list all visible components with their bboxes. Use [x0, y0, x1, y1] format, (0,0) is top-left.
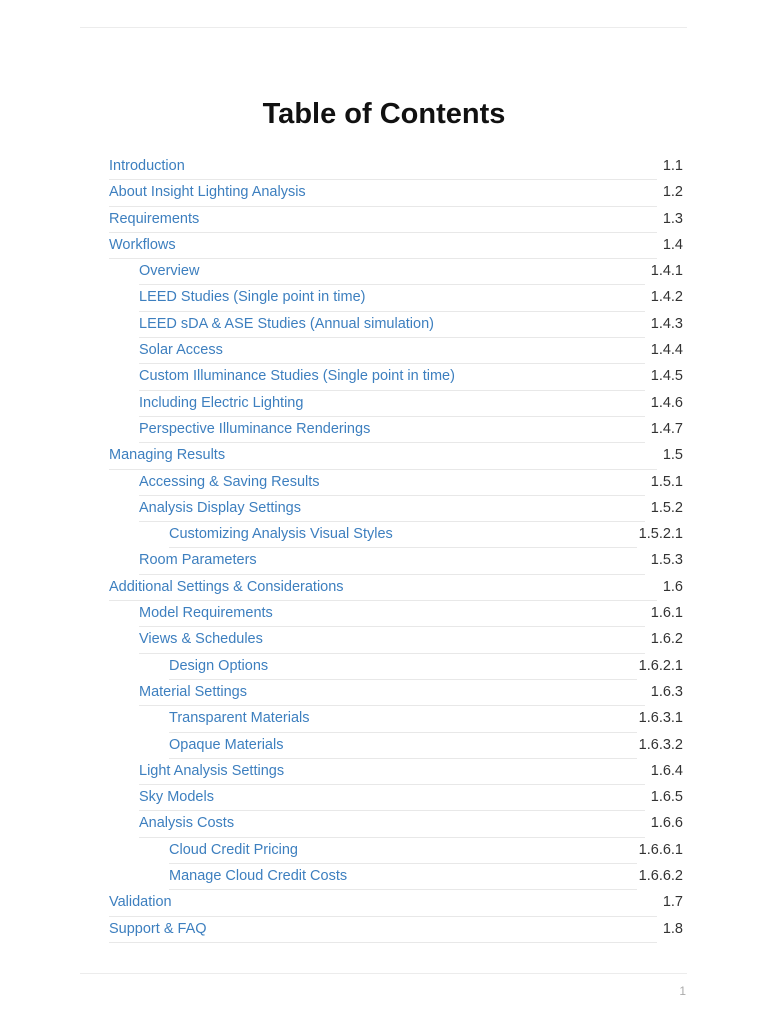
- toc-entry-link[interactable]: Design Options: [169, 657, 269, 674]
- toc-entry-number: 1.7: [662, 894, 683, 911]
- toc-entry-number: 1.5.2: [650, 499, 683, 516]
- toc-entry-number: 1.4.2: [650, 289, 683, 306]
- toc-entry: [109, 496, 683, 522]
- toc-entry-link[interactable]: Accessing & Saving Results: [139, 473, 320, 490]
- toc-entry-number: 1.4.1: [650, 263, 683, 280]
- toc-entry: [109, 364, 683, 390]
- toc-entry-number: 1.8: [662, 920, 683, 937]
- toc-entry-link[interactable]: LEED Studies (Single point in time): [139, 289, 366, 306]
- toc-entry-link[interactable]: Analysis Display Settings: [139, 499, 301, 516]
- toc-entry-link[interactable]: Perspective Illuminance Renderings: [139, 420, 371, 437]
- table-of-contents: [109, 154, 683, 943]
- toc-entry-number: 1.6.3: [650, 683, 683, 700]
- toc-entry-link[interactable]: Support & FAQ: [109, 920, 207, 937]
- toc-entry-number: 1.6.4: [650, 762, 683, 779]
- toc-entry: [109, 417, 683, 443]
- toc-entry-number: 1.5: [662, 447, 683, 464]
- toc-entry-number: 1.6.1: [650, 605, 683, 622]
- toc-entry-link[interactable]: Introduction: [109, 158, 185, 174]
- toc-entry: [109, 443, 683, 469]
- toc-entry-link[interactable]: Overview: [139, 263, 200, 280]
- toc-entry: [109, 180, 683, 206]
- toc-entry-link[interactable]: Validation: [109, 894, 172, 911]
- toc-entry-link[interactable]: Including Electric Lighting: [139, 394, 304, 411]
- toc-entry-number: 1.2: [662, 184, 683, 201]
- toc-entry-number: 1.6.2: [650, 631, 683, 648]
- toc-entry: [109, 575, 683, 601]
- toc-entry: [109, 654, 683, 680]
- toc-entry: [109, 759, 683, 785]
- toc-entry-link[interactable]: Customizing Analysis Visual Styles: [169, 526, 393, 543]
- page-number: 1: [679, 984, 686, 998]
- toc-entry: [109, 285, 683, 311]
- toc-entry-number: 1.6.5: [650, 789, 683, 806]
- toc-entry-link[interactable]: Transparent Materials: [169, 710, 310, 727]
- toc-entry-number: 1.6.6.1: [638, 841, 683, 858]
- toc-entry-link[interactable]: Requirements: [109, 210, 200, 227]
- toc-entry: [109, 338, 683, 364]
- toc-entry-number: 1.6.2.1: [638, 657, 683, 674]
- toc-entry-link[interactable]: Model Requirements: [139, 605, 273, 622]
- toc-entry: [109, 706, 683, 732]
- toc-entry-underline: [109, 942, 657, 943]
- toc-entry: [109, 259, 683, 285]
- toc-entry-link[interactable]: Managing Results: [109, 447, 226, 464]
- toc-entry-number: 1.4.5: [650, 368, 683, 385]
- toc-entry-link[interactable]: Solar Access: [139, 342, 223, 359]
- toc-entry-number: 1.6.3.2: [638, 736, 683, 753]
- toc-entry-number: 1.5.3: [650, 552, 683, 569]
- toc-entry-link[interactable]: Views & Schedules: [139, 631, 263, 648]
- toc-entry: [109, 154, 683, 180]
- toc-entry: [109, 391, 683, 417]
- toc-entry-number: 1.5.2.1: [638, 526, 683, 543]
- top-divider: [80, 27, 687, 28]
- toc-entry: [109, 811, 683, 837]
- toc-entry-number: 1.1: [662, 158, 683, 174]
- toc-entry: [109, 548, 683, 574]
- toc-entry-number: 1.4.7: [650, 420, 683, 437]
- toc-entry-number: 1.3: [662, 210, 683, 227]
- toc-entry: [109, 470, 683, 496]
- toc-entry: [109, 207, 683, 233]
- toc-entry: [109, 312, 683, 338]
- toc-entry: [109, 522, 683, 548]
- toc-entry: [109, 680, 683, 706]
- toc-entry: [109, 627, 683, 653]
- toc-entry-link[interactable]: Cloud Credit Pricing: [169, 841, 298, 858]
- toc-entry-link[interactable]: Workflows: [109, 236, 176, 253]
- toc-entry: [109, 838, 683, 864]
- toc-entry: [109, 733, 683, 759]
- page-title: Table of Contents: [262, 98, 506, 130]
- toc-entry-number: 1.6.6.2: [638, 868, 683, 885]
- toc-entry-number: 1.4: [662, 236, 683, 253]
- toc-entry-link[interactable]: Light Analysis Settings: [139, 762, 285, 779]
- toc-entry-link[interactable]: Manage Cloud Credit Costs: [169, 868, 348, 885]
- toc-entry-link[interactable]: About Insight Lighting Analysis: [109, 184, 306, 201]
- toc-entry-number: 1.6.3.1: [638, 710, 683, 727]
- toc-entry: [109, 601, 683, 627]
- bottom-divider: [80, 973, 687, 974]
- toc-entry-link[interactable]: Sky Models: [139, 789, 214, 806]
- toc-entry: [109, 233, 683, 259]
- toc-entry-link[interactable]: LEED sDA & ASE Studies (Annual simulation): [139, 315, 434, 332]
- toc-entry-link[interactable]: Custom Illuminance Studies (Single point in time): [139, 368, 455, 385]
- toc-entry-link[interactable]: Room Parameters: [139, 552, 257, 569]
- toc-entry-link[interactable]: Analysis Costs: [139, 815, 235, 832]
- toc-entry-link[interactable]: Opaque Materials: [169, 736, 284, 753]
- toc-entry: [109, 864, 683, 890]
- toc-entry-number: 1.6: [662, 578, 683, 595]
- toc-entry-number: 1.6.6: [650, 815, 683, 832]
- toc-entry: [109, 890, 683, 916]
- toc-entry-number: 1.4.4: [650, 342, 683, 359]
- toc-entry-link[interactable]: Material Settings: [139, 683, 247, 700]
- toc-entry-number: 1.4.3: [650, 315, 683, 332]
- toc-entry-link[interactable]: Additional Settings & Considerations: [109, 578, 344, 595]
- toc-entry-number: 1.4.6: [650, 394, 683, 411]
- toc-entry-number: 1.5.1: [650, 473, 683, 490]
- toc-entry: [109, 917, 683, 943]
- toc-entry: [109, 785, 683, 811]
